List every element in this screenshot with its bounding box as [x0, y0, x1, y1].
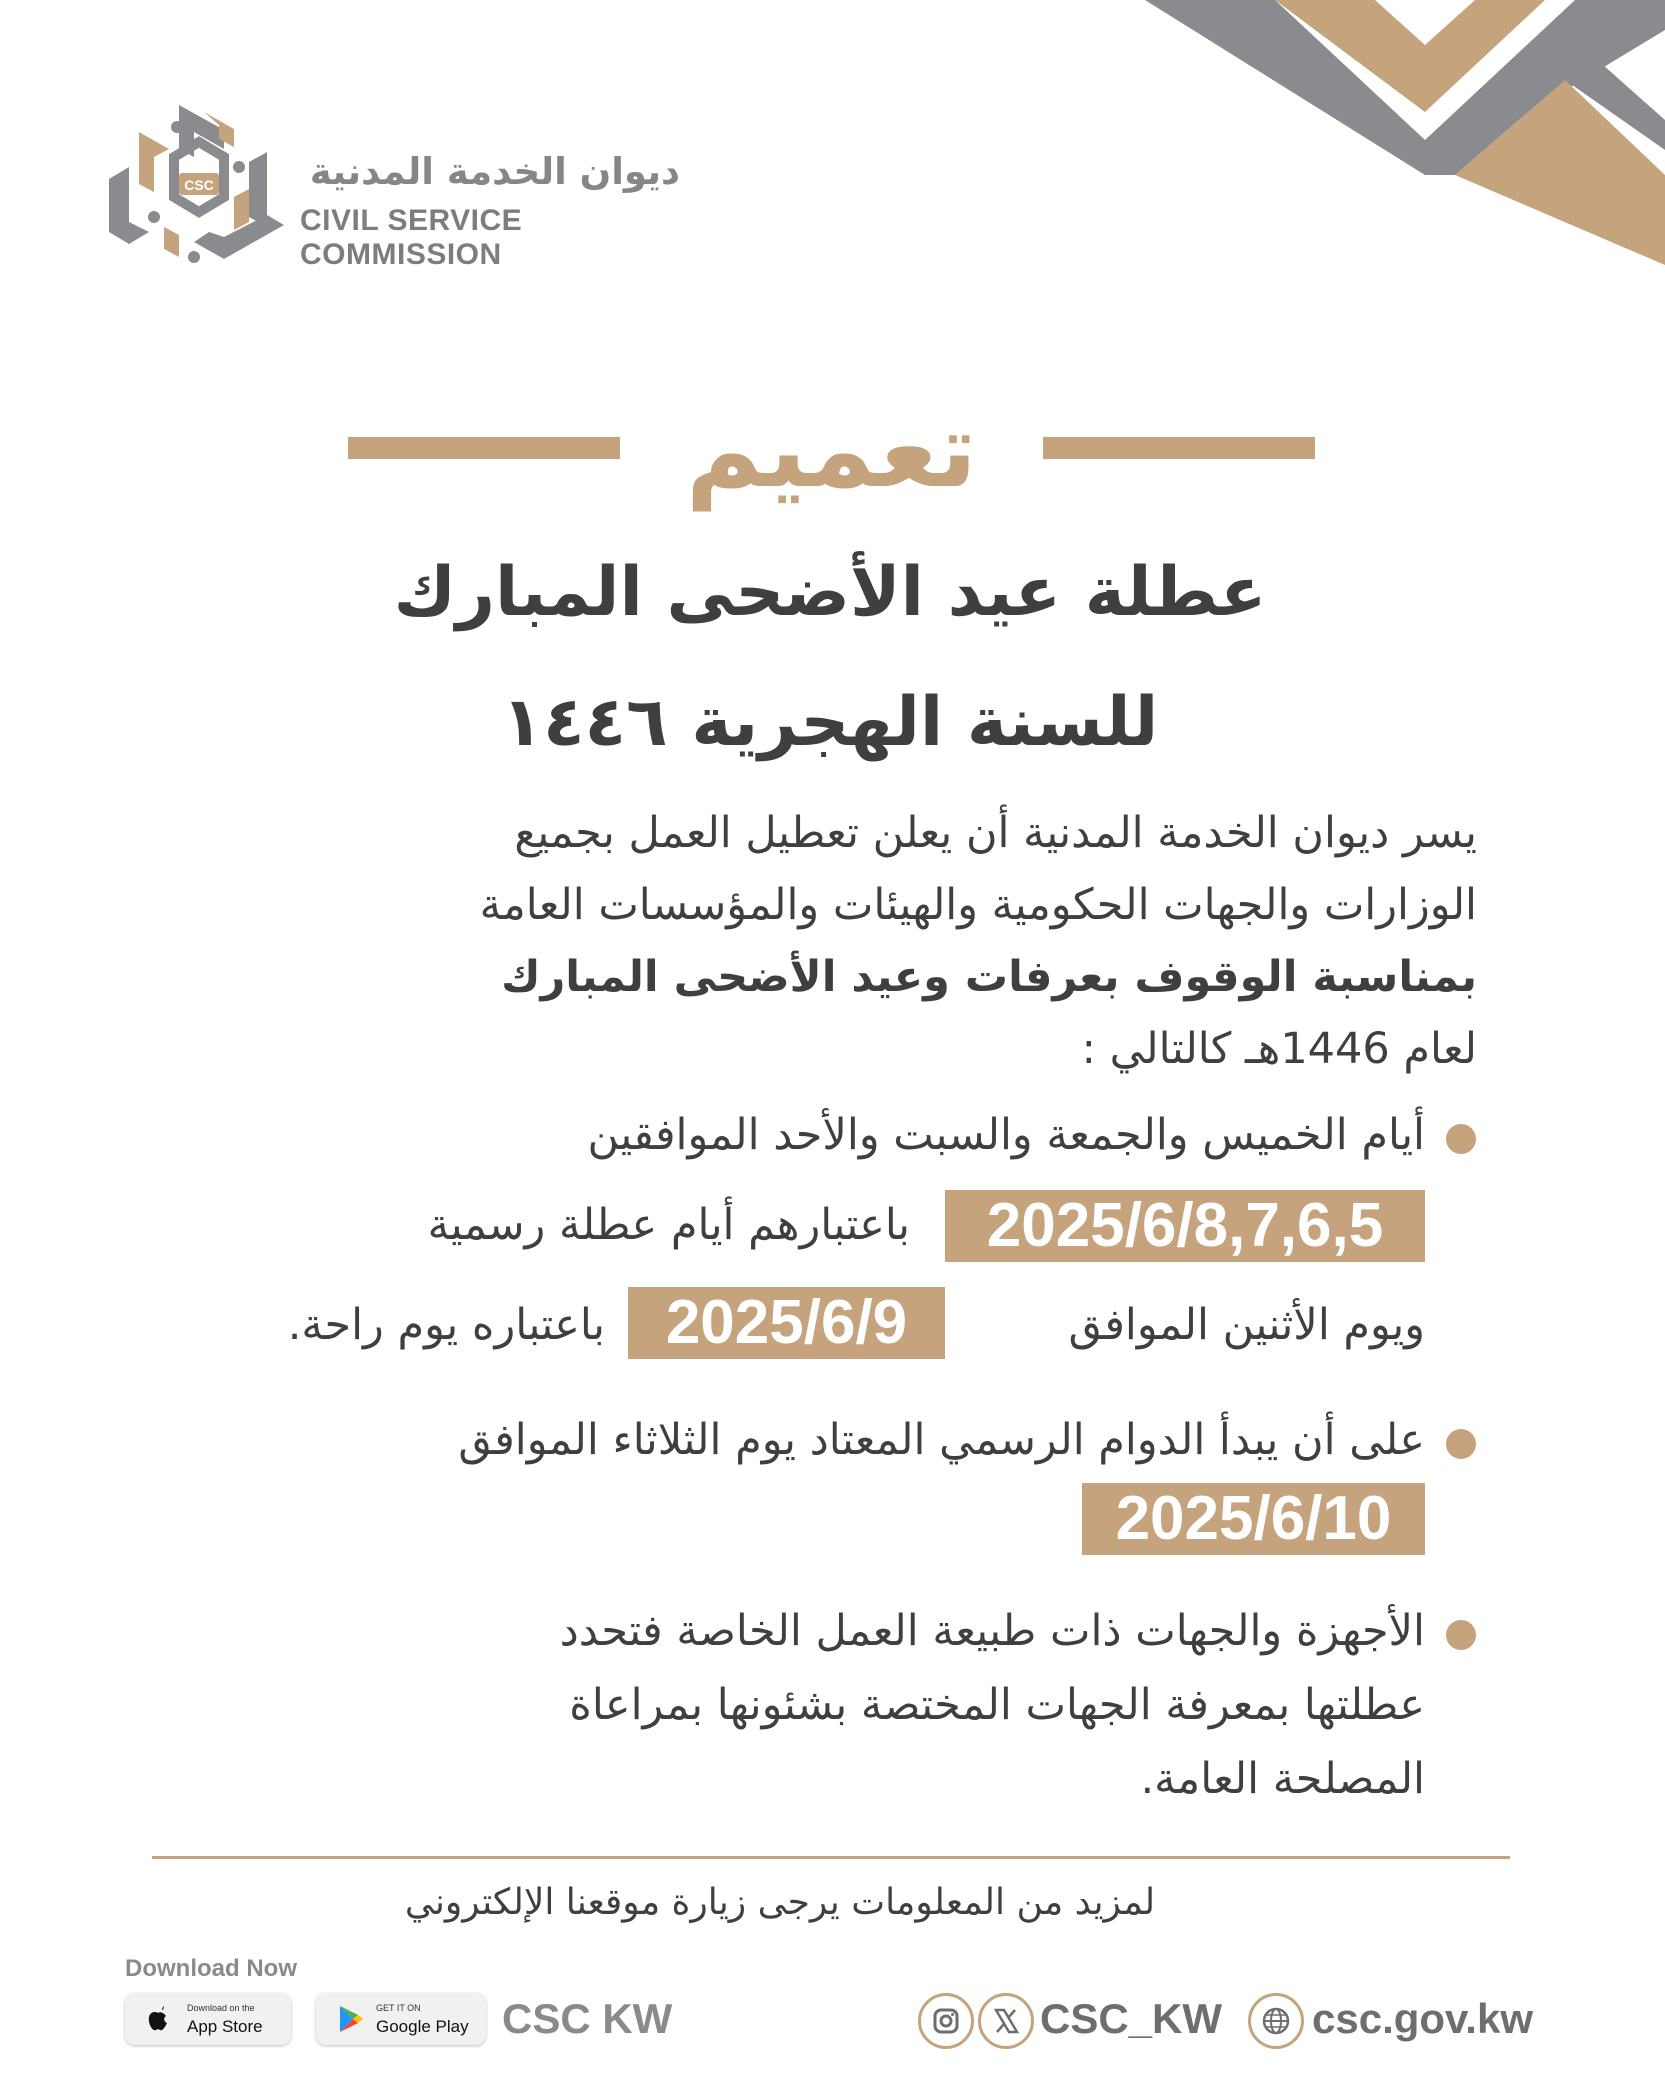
download-now-label: Download Now [125, 1955, 297, 1982]
apple-icon [147, 2006, 169, 2032]
google-play-icon [338, 2005, 364, 2033]
page-title: تعميم [685, 389, 978, 511]
footer-note: لمزيد من المعلومات يرجى زيارة موقعنا الإلكتروني [404, 1882, 1156, 1923]
subtitle-line-2: للسنة الهجرية ١٤٤٦ [501, 683, 1159, 762]
google-play-button[interactable] [316, 1993, 486, 2045]
bullet1-line-1: أيام الخميس والجمعة والسبت والأحد الموافقين [587, 1110, 1425, 1160]
subtitle-line-1: عطلة عيد الأضحى المبارك [393, 553, 1267, 632]
bullet-dot [1446, 1620, 1476, 1650]
date-highlight-rest-day: 2025/6/9 [628, 1287, 945, 1359]
app-store-button[interactable] [125, 1993, 291, 2045]
intro-line-4: لعام 1446هـ كالتالي : [1081, 1024, 1477, 1074]
google-play-small-label: GET IT ON [376, 2003, 421, 2013]
x-icon[interactable] [978, 1993, 1034, 2049]
bullet-dot [1446, 1429, 1476, 1459]
social-account-label: CSC KW [502, 1995, 673, 2042]
intro-line-2: الوزارات والجهات الحكومية والهيئات والمؤسسات العامة [479, 880, 1477, 930]
org-name-arabic: ديوان الخدمة المدنية [309, 150, 680, 193]
svg-text:CSC: CSC [184, 177, 214, 193]
date-highlight-return-day: 2025/6/10 [1082, 1483, 1425, 1555]
intro-line-1: يسر ديوان الخدمة المدنية أن يعلن تعطيل العمل بجميع [514, 808, 1477, 858]
globe-icon[interactable] [1248, 1993, 1304, 2049]
bullet1-line-3-tail: باعتباره يوم راحة. [287, 1300, 605, 1350]
google-play-label: Google Play [376, 2017, 469, 2036]
social-handle[interactable]: CSC_KW [1040, 1995, 1223, 2042]
footer-divider [152, 1856, 1510, 1859]
title-divider-right [1043, 437, 1315, 459]
bullet1-line-3-lead: ويوم الأثنين الموافق [1068, 1300, 1425, 1350]
bullet3-line-3: المصلحة العامة. [1140, 1754, 1425, 1804]
app-store-label: App Store [187, 2017, 263, 2036]
bullet1-line-2: باعتبارهم أيام عطلة رسمية [427, 1200, 910, 1250]
bullet3-line-2: عطلتها بمعرفة الجهات المختصة بشئونها بمراعاة [569, 1680, 1425, 1730]
bullet-dot [1446, 1124, 1476, 1154]
date-highlight-eid-days: 2025/6/8,7,6,5 [945, 1190, 1425, 1262]
intro-line-3: بمناسبة الوقوف بعرفات وعيد الأضحى المبارك [501, 952, 1477, 1002]
bullet2-line-1: على أن يبدأ الدوام الرسمي المعتاد يوم الثلاثاء الموافق [458, 1415, 1425, 1465]
app-store-small-label: Download on the [187, 2003, 255, 2013]
csc-logo-icon [104, 92, 294, 282]
org-name-english: CIVIL SERVICE COMMISSION [300, 204, 523, 271]
instagram-icon[interactable] [918, 1993, 974, 2049]
title-divider-left [348, 437, 620, 459]
corner-ribbon-decoration [1145, 0, 1665, 280]
bullet3-line-1: الأجهزة والجهات ذات طبيعة العمل الخاصة فتحدد [559, 1606, 1425, 1656]
website-link[interactable]: csc.gov.kw [1312, 1995, 1533, 2042]
